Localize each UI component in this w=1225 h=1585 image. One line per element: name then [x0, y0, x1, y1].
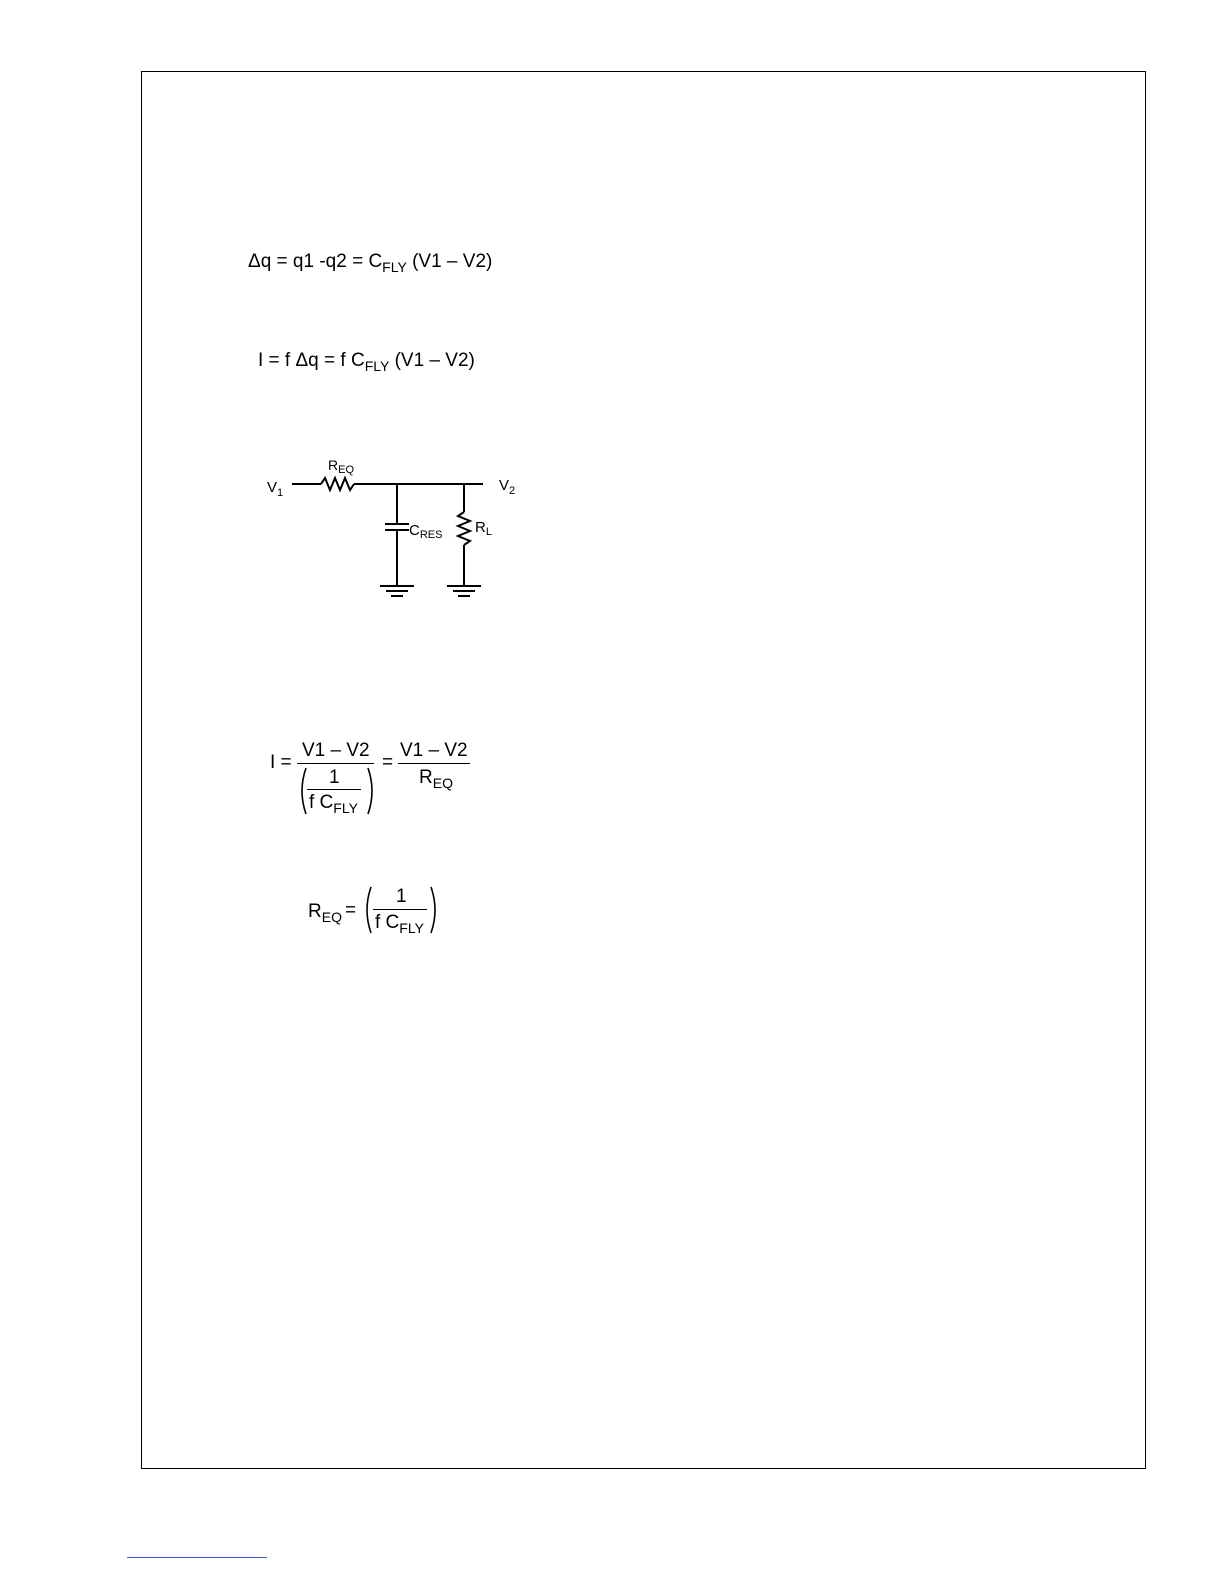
fraction-bar [297, 763, 374, 764]
req-lhs: $R_{EQ}$ [308, 901, 342, 925]
page-frame [141, 71, 1146, 1469]
charge-equation: Δq = q1 $-q2 = C_{FLY}$ (V1 – V2) [248, 251, 493, 275]
req-denominator: f $C_{FLY}$ [375, 912, 424, 936]
v2-label: $V_2$ [499, 477, 516, 497]
fraction-bar [373, 909, 427, 910]
req-label: $R_{EQ}$ [328, 457, 355, 476]
current-equation: I = f Δq = f $C_{FLY}$ (V1 – V2) [258, 350, 475, 374]
v1-label: $V_1$ [267, 479, 284, 499]
inner-denominator: f $C_{FLY}$ [309, 792, 358, 816]
cres-label: $C_{RES}$ [409, 522, 443, 541]
req-resistor-symbol [321, 478, 354, 490]
fraction-bar [307, 789, 361, 790]
footer-link-underline[interactable] [127, 1557, 267, 1558]
rl-label: $R_L$ [475, 519, 492, 538]
req-denominator: $R_{EQ}$ [419, 767, 453, 791]
rl-resistor-symbol [458, 512, 470, 545]
fraction-bar [398, 763, 470, 764]
equivalent-circuit-diagram [255, 450, 535, 610]
